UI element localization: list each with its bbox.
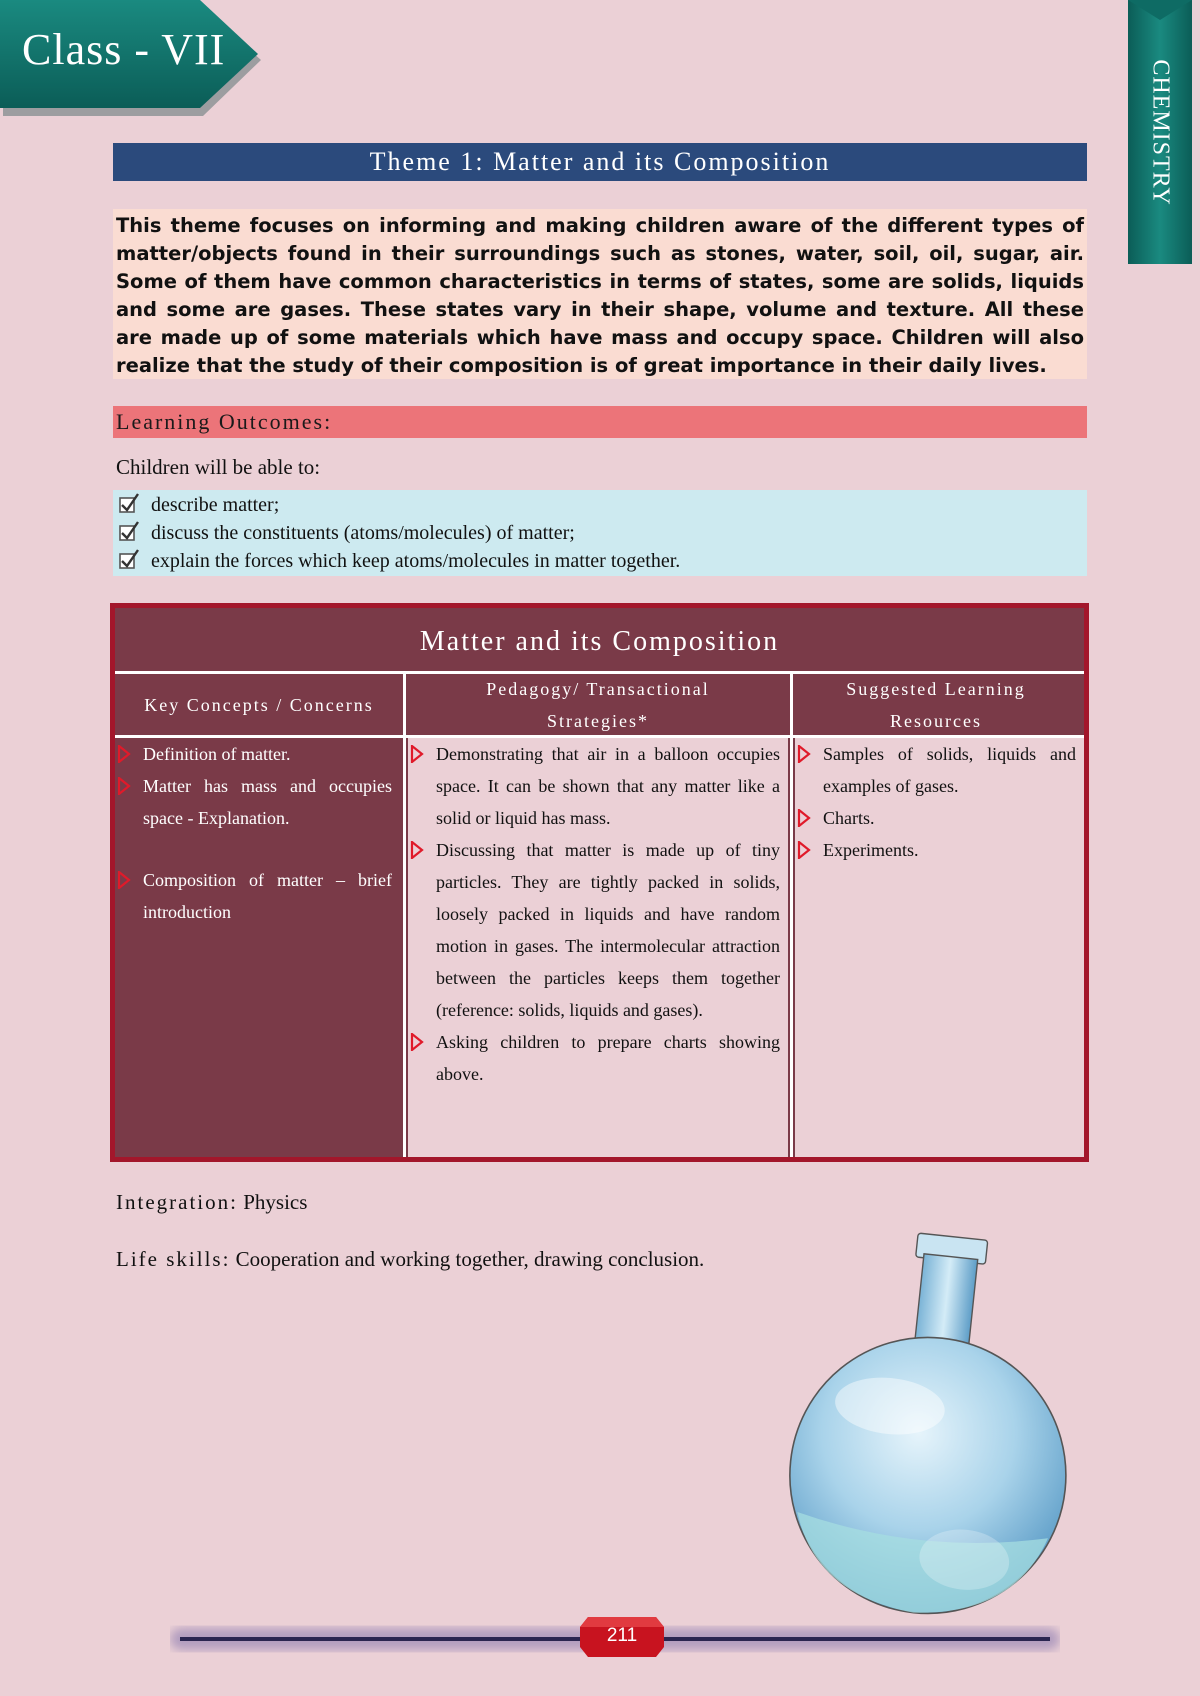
subject-tab [1128, 0, 1192, 264]
list-item [115, 770, 402, 834]
pedagogy-column [408, 738, 788, 1157]
outcome-text: describe matter; [151, 494, 280, 516]
list-item [113, 518, 1087, 546]
key-concepts-column [115, 738, 402, 928]
list-item [408, 1026, 780, 1090]
curriculum-table [110, 603, 1089, 1162]
page-number: 211 [606, 1625, 638, 1646]
list-item [795, 834, 1076, 866]
list-item [113, 490, 1087, 518]
resources-column [795, 738, 1084, 1157]
column-header: Suggested Learning Resources [846, 678, 1026, 731]
list-item [113, 546, 1087, 574]
red-arrow-icon [410, 745, 424, 763]
list-item [408, 834, 780, 1026]
red-arrow-icon [797, 841, 811, 859]
class-ribbon [0, 0, 262, 118]
concept-text: Definition of matter. [143, 744, 291, 764]
list-item [408, 738, 780, 834]
learning-outcomes-heading: Learning Outcomes: [113, 406, 1087, 438]
life-skills-line [116, 1247, 704, 1272]
red-arrow-icon [117, 777, 131, 795]
table-title: Matter and its Composition [419, 626, 780, 657]
spacer [115, 834, 402, 864]
learning-outcomes-list [113, 490, 1087, 576]
red-arrow-icon [117, 871, 131, 889]
red-arrow-icon [797, 745, 811, 763]
life-skills-value: Cooperation and working together, drawing conclusion. [235, 1247, 705, 1271]
divider [403, 671, 406, 1157]
resource-text: Samples of solids, liquids and examples of gases. [823, 744, 1076, 796]
outcome-text: explain the forces which keep atoms/molecules in matter together. [151, 550, 681, 572]
outcome-text: discuss the constituents (atoms/molecules) of matter; [151, 522, 575, 544]
list-item [115, 738, 402, 770]
divider [790, 671, 793, 1157]
red-arrow-icon [117, 745, 131, 763]
integration-line [116, 1190, 307, 1215]
red-arrow-icon [797, 809, 811, 827]
checkbox-tick-icon [117, 520, 141, 544]
pedagogy-text: Discussing that matter is made up of tiny particles. They are tightly packed in solids, loosely packed in liquids and have random motion in gases. The intermolecular attraction between the particles keeps them together (reference: solids, liquids and gases). [436, 840, 780, 1020]
resource-text: Charts. [823, 808, 875, 828]
life-skills-label: Life skills: [116, 1247, 231, 1271]
list-item [795, 738, 1076, 802]
column-header: Key Concepts / Concerns [144, 694, 374, 715]
integration-value: Physics [243, 1190, 308, 1214]
subject-label: CHEMISTRY [1147, 58, 1174, 206]
class-label: Class - VII [22, 25, 226, 74]
checkbox-tick-icon [117, 492, 141, 516]
integration-label: Integration: [116, 1190, 238, 1214]
list-item [115, 864, 402, 928]
resource-text: Experiments. [823, 840, 919, 860]
checkbox-tick-icon [117, 548, 141, 572]
pedagogy-text: Asking children to prepare charts showing above. [436, 1032, 780, 1084]
red-arrow-icon [410, 1033, 424, 1051]
column-header: Pedagogy/ Transactional Strategies* [486, 678, 710, 731]
list-item [795, 802, 1076, 834]
learning-outcomes-lead: Children will be able to: [116, 455, 321, 479]
intro-paragraph: This theme focuses on informing and making children aware of the different types of matter/objects found in their surroundings such as stones, water, soil, oil, sugar, air. Some of them have common characteristics in terms of states, some are solids, liquids and some are gases. These states vary in their shape, volume and texture. All these are made up of some materials which have mass and occupy space. Children will also realize that the study of their composition is of great importance in their daily lives. [113, 209, 1087, 379]
round-bottom-flask [770, 1225, 1080, 1625]
pedagogy-text: Demonstrating that air in a balloon occupies space. It can be shown that any matter like a solid or liquid has mass. [436, 744, 780, 828]
concept-text: Matter has mass and occupies space - Explanation. [143, 776, 392, 828]
red-arrow-icon [410, 841, 424, 859]
concept-text: Composition of matter – brief introduction [143, 870, 392, 922]
theme-title: Theme 1: Matter and its Composition [113, 143, 1087, 181]
